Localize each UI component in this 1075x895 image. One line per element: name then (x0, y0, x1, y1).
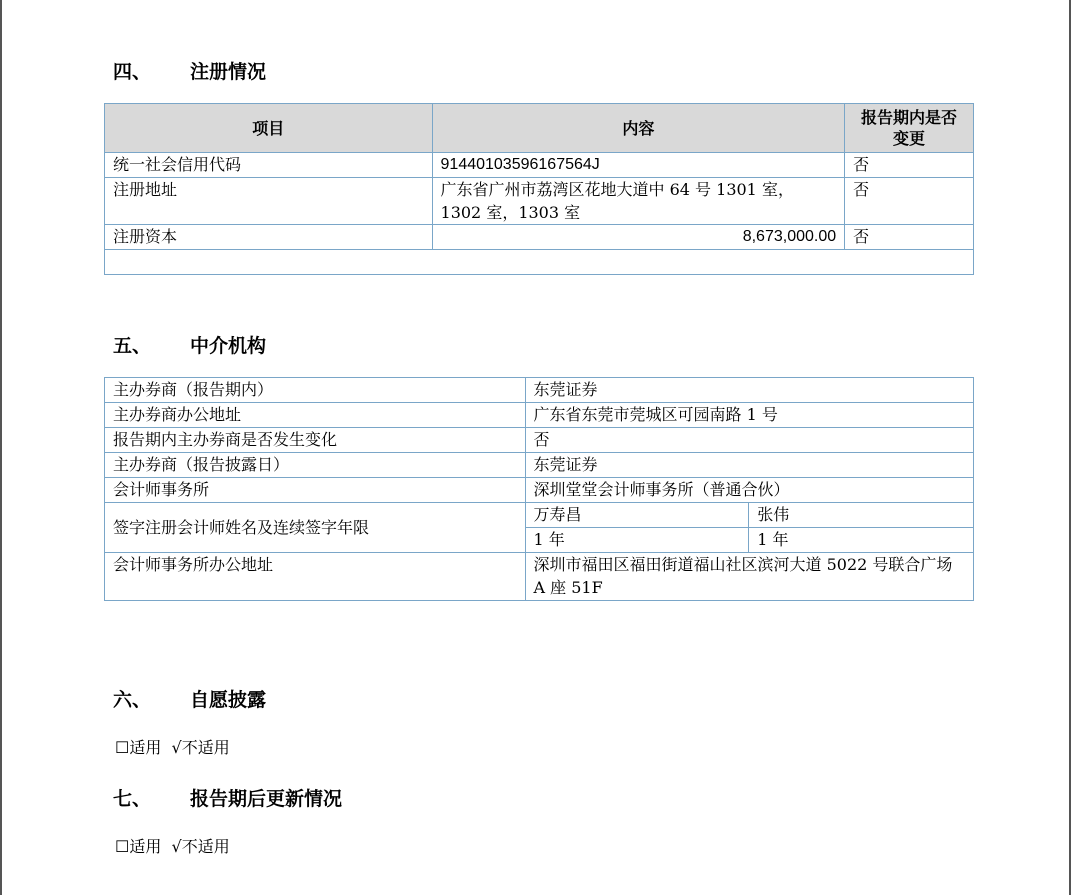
table-row-empty (105, 250, 974, 275)
table-row (105, 453, 974, 478)
cell-signer-name: 万寿昌 (525, 503, 749, 528)
table-row (105, 428, 974, 453)
header-content: 内容 (432, 104, 845, 153)
section-title: 报告期后更新情况 (190, 788, 343, 810)
cell-changed: 否 (845, 225, 974, 250)
cell-value: 广东省东莞市莞城区可园南路 1 号 (525, 403, 974, 428)
section-title: 中介机构 (190, 335, 267, 357)
header-item: 项目 (105, 104, 433, 153)
section-number: 六、 (113, 689, 152, 711)
table-header-row (105, 104, 974, 153)
cell-label: 报告期内主办券商是否发生变化 (105, 428, 526, 453)
table-row (105, 478, 974, 503)
table-row (105, 178, 974, 225)
section-heading-intermediaries (113, 331, 266, 358)
applicability-options: ☐适用 √不适用 (115, 837, 230, 856)
cell-label: 签字注册会计师姓名及连续签字年限 (105, 503, 526, 553)
section-heading-registration (113, 57, 266, 84)
cell-signer-years: 1 年 (525, 528, 749, 553)
section-number: 四、 (113, 61, 152, 83)
section-number: 五、 (113, 335, 152, 357)
cell-label: 主办券商（报告披露日） (105, 453, 526, 478)
cell-label: 会计师事务所 (105, 478, 526, 503)
cell-value: 东莞证券 (525, 378, 974, 403)
cell-content: 91440103596167564J (432, 153, 845, 178)
cell-value: 东莞证券 (525, 453, 974, 478)
cell-value: 深圳堂堂会计师事务所（普通合伙） (525, 478, 974, 503)
intermediaries-table (104, 377, 974, 601)
table-row (105, 378, 974, 403)
cell-signer-name: 张伟 (749, 503, 974, 528)
cell-changed: 否 (845, 178, 974, 225)
header-changed: 报告期内是否变更 (845, 104, 974, 153)
table-row (105, 153, 974, 178)
cell-value: 深圳市福田区福田街道福山社区滨河大道 5022 号联合广场 A 座 51F (525, 553, 974, 601)
applicability-options: ☐适用 √不适用 (115, 738, 230, 757)
section-number: 七、 (113, 788, 152, 810)
cell-changed: 否 (845, 153, 974, 178)
cell-label: 主办券商办公地址 (105, 403, 526, 428)
section-heading-voluntary-disclosure (113, 685, 266, 712)
section-heading-post-period-updates (113, 784, 342, 811)
table-row (105, 403, 974, 428)
cell-content: 广东省广州市荔湾区花地大道中 64 号 1301 室，1302 室，1303 室 (432, 178, 845, 225)
cell-content: 8,673,000.00 (432, 225, 845, 250)
section-title: 自愿披露 (190, 689, 267, 711)
cell-label: 会计师事务所办公地址 (105, 553, 526, 601)
cell-label: 主办券商（报告期内） (105, 378, 526, 403)
cell-item: 统一社会信用代码 (105, 153, 433, 178)
table-row (105, 503, 974, 528)
empty-cell (105, 250, 974, 275)
cell-item: 注册地址 (105, 178, 433, 225)
table-row (105, 553, 974, 601)
section-title: 注册情况 (190, 61, 267, 83)
cell-signer-years: 1 年 (749, 528, 974, 553)
registration-table (104, 103, 974, 275)
cell-value: 否 (525, 428, 974, 453)
table-row (105, 225, 974, 250)
cell-item: 注册资本 (105, 225, 433, 250)
